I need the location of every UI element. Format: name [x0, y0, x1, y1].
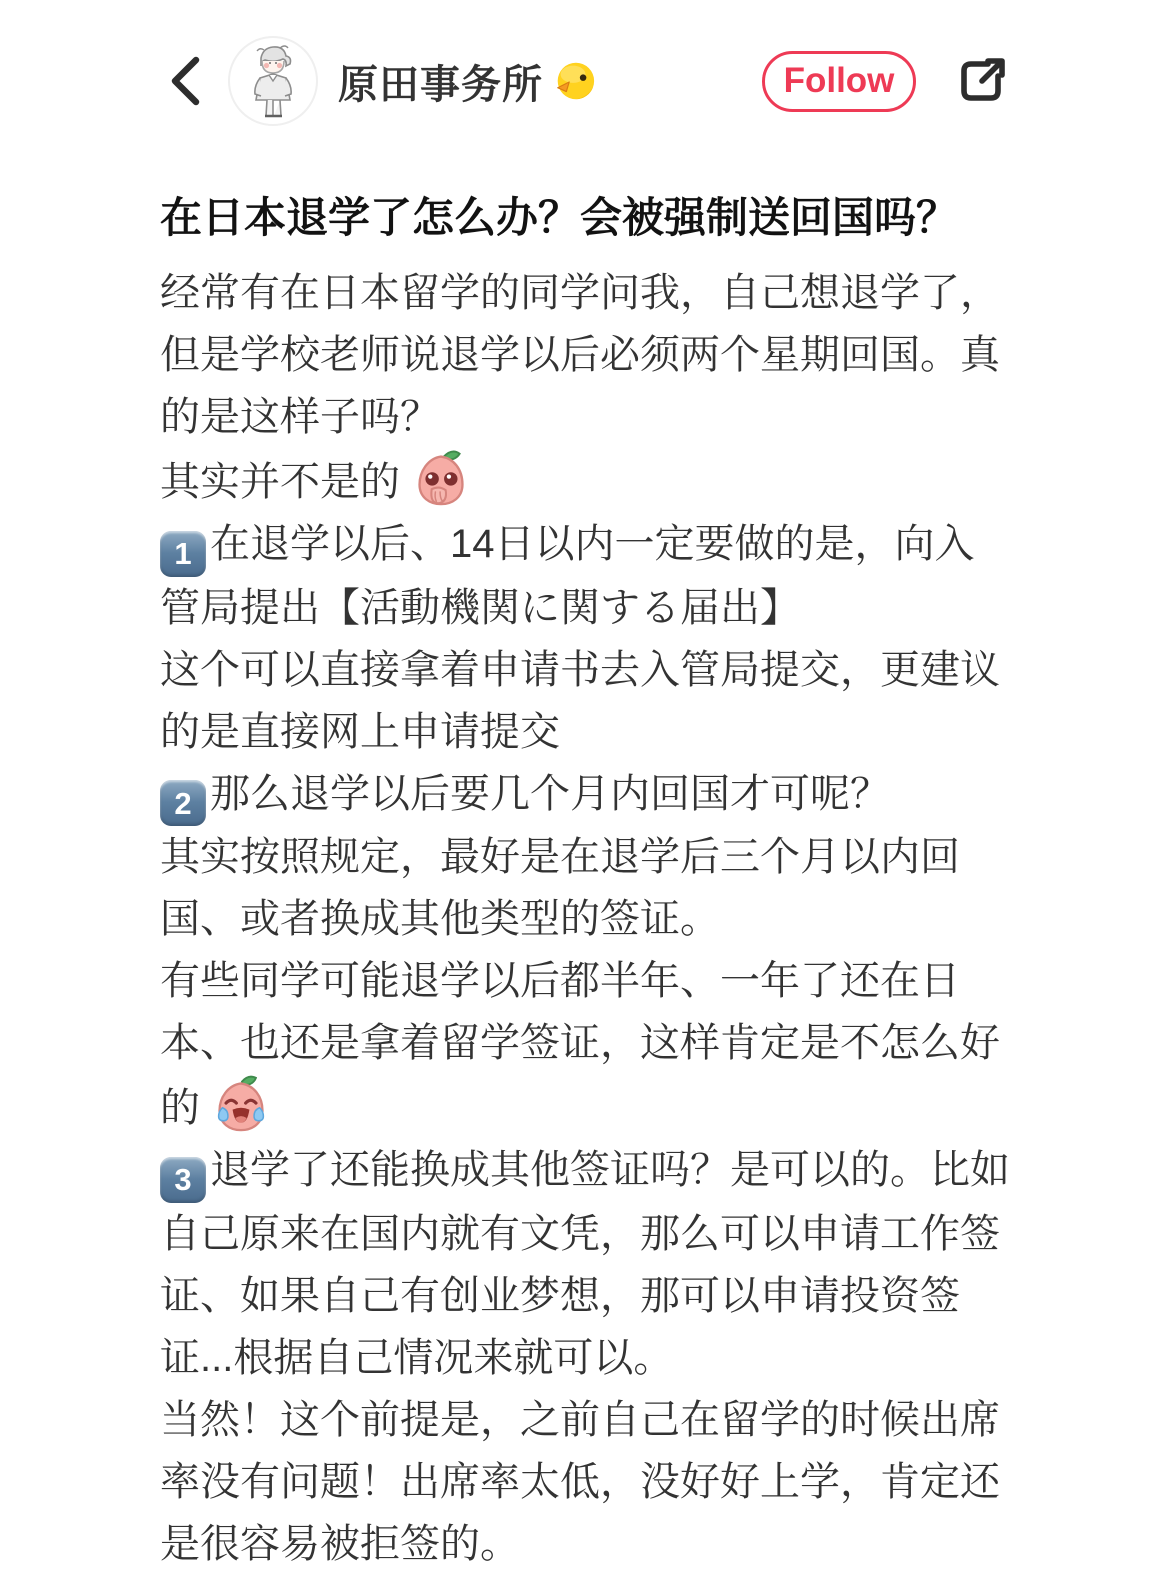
paragraph-text: 这个可以直接拿着申请书去入管局提交，更建议的是直接网上申请提交	[160, 647, 1000, 754]
post-paragraph	[160, 1139, 1010, 1389]
top-bar	[0, 0, 1170, 112]
paragraph-text: 在退学以后、14日以内一定要做的是，向入管局提出【活動機関に関する届出】	[160, 522, 975, 630]
post-content	[160, 262, 1010, 1575]
paragraph-text: 经常有在日本留学的同学问我，自己想退学了，但是学校老师说退学以后必须两个星期回国。真的是这样子吗？	[160, 271, 1000, 439]
post-paragraph	[160, 639, 1010, 763]
share-external-icon	[955, 54, 1009, 108]
post-paragraph	[160, 262, 1010, 448]
laughcry-peach-sticker-emoji	[213, 1074, 269, 1134]
avatar-sketch-image	[228, 36, 318, 126]
post-paragraph	[160, 513, 1010, 639]
paragraph-text: 退学了还能换成其他签证吗？是可以的。比如自己原来在国内就有文凭，那么可以申请工作签证、如果自己有创业梦想，那可以申请投资签证...根据自己情况来就可以。	[160, 1148, 1010, 1380]
keycap-1-emoji: 1	[160, 531, 206, 577]
post-paragraph	[160, 826, 1010, 950]
post-paragraph	[160, 950, 1010, 1139]
paragraph-text: 那么退学以后要几个月内回国才可呢？	[210, 771, 890, 816]
post-title: 在日本退学了怎么办？会被强制送回国吗？	[160, 194, 959, 241]
follow-button[interactable]: Follow	[762, 51, 916, 112]
paragraph-text: 其实按照规定，最好是在退学后三个月以内回国、或者换成其他类型的签证。	[160, 835, 960, 941]
user-block[interactable]	[338, 53, 597, 110]
paragraph-text: 当然！这个前提是，之前自己在留学的时候出席率没有问题！出席率太低，没好好上学，肯定还是很容易被拒签的。	[160, 1397, 1000, 1566]
keycap-2-emoji: 2	[160, 780, 206, 826]
chevron-left-icon	[168, 54, 202, 108]
post-paragraph	[160, 763, 1010, 827]
keycap-3-emoji: 3	[160, 1157, 206, 1203]
paragraph-text: 其实并不是的	[160, 460, 400, 504]
share-button[interactable]	[954, 53, 1010, 109]
post-article	[0, 190, 1170, 1575]
avatar[interactable]	[228, 36, 318, 126]
paragraph-text: 有些同学可能退学以后都半年、一年了还在日本、也还是拿着留学签证，这样肯定是不怎么好的	[160, 959, 1000, 1130]
back-button[interactable]	[168, 54, 202, 108]
username: 原田事务所	[338, 62, 543, 107]
post-paragraph	[160, 448, 1010, 513]
shy-peach-sticker-emoji	[413, 448, 469, 508]
post-paragraph	[160, 1389, 1010, 1575]
chick-emoji	[551, 58, 597, 104]
